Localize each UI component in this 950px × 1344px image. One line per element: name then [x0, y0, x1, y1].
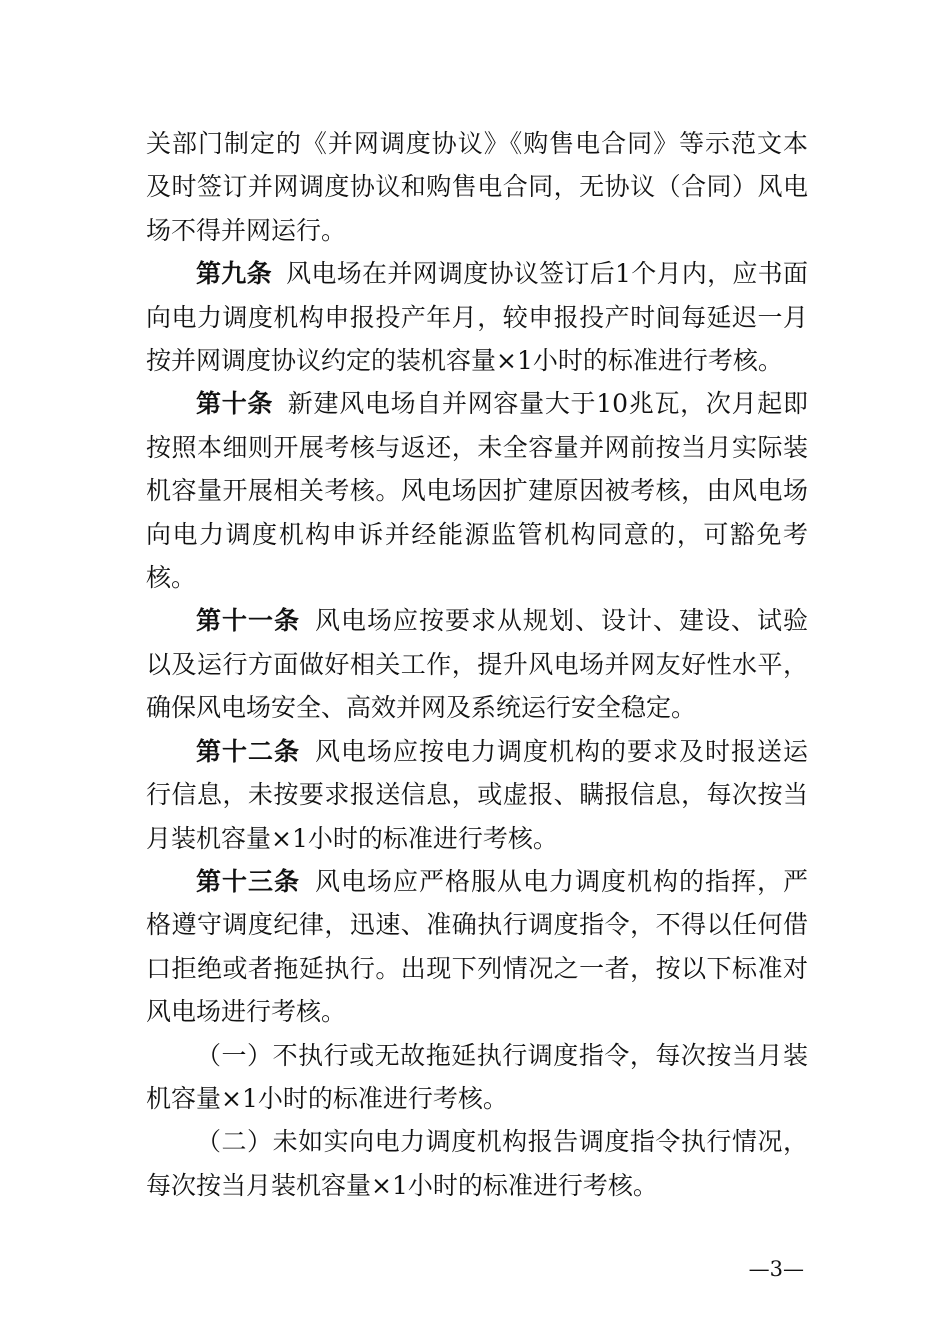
- paragraph-text: 关部门制定的《并网调度协议》《购售电合同》等示范文本及时签订并网调度协议和购售电合同，无协议（合同）风电场不得并网运行。: [146, 129, 808, 245]
- article-text: 风电场在并网调度协议签订后1个月内，应书面向电力调度机构申报投产年月，较申报投产时间每延迟一月按并网调度协议约定的装机容量×1小时的标准进行考核。: [146, 259, 808, 376]
- article-text: 新建风电场自并网容量大于10兆瓦，次月起即按照本细则开展考核与返还，未全容量并网前按当月实际装机容量开展相关考核。风电场因扩建原因被考核，由风电场向电力调度机构申诉并经能源监管机构同意的，可豁免考核。: [146, 389, 808, 593]
- article-text: 风电场应按要求从规划、设计、建设、试验以及运行方面做好相关工作，提升风电场并网友好性水平，确保风电场安全、高效并网及系统运行安全稳定。: [146, 606, 808, 723]
- sub-item-text: （一）不执行或无故拖延执行调度指令，每次按当月装机容量×1小时的标准进行考核。: [146, 1040, 808, 1113]
- document-body: [146, 122, 808, 1207]
- sub-item-text: （二）未如实向电力调度机构报告调度指令执行情况，每次按当月装机容量×1小时的标准进行考核。: [146, 1127, 808, 1200]
- article-number: 第十三条: [196, 866, 301, 896]
- article-9: [146, 252, 808, 382]
- article-number: 第十条: [196, 389, 274, 419]
- article-text: 风电场应严格服从电力调度机构的指挥，严格遵守调度纪律，迅速、准确执行调度指令，不得以任何借口拒绝或者拖延执行。出现下列情况之一者，按以下标准对风电场进行考核。: [146, 866, 808, 1027]
- page-number: —3—: [748, 1257, 804, 1281]
- article-11: [146, 599, 808, 729]
- paragraph-continuation: [146, 122, 808, 252]
- article-number: 第九条: [196, 259, 272, 289]
- article-12: [146, 730, 808, 860]
- article-number: 第十一条: [196, 606, 301, 636]
- sub-item-2: [146, 1120, 808, 1207]
- sub-item-1: [146, 1034, 808, 1121]
- article-text: 风电场应按电力调度机构的要求及时报送运行信息，未按要求报送信息，或虚报、瞒报信息，每次按当月装机容量×1小时的标准进行考核。: [146, 736, 808, 853]
- article-13: [146, 860, 808, 1034]
- article-10: [146, 382, 808, 599]
- article-number: 第十二条: [196, 736, 301, 766]
